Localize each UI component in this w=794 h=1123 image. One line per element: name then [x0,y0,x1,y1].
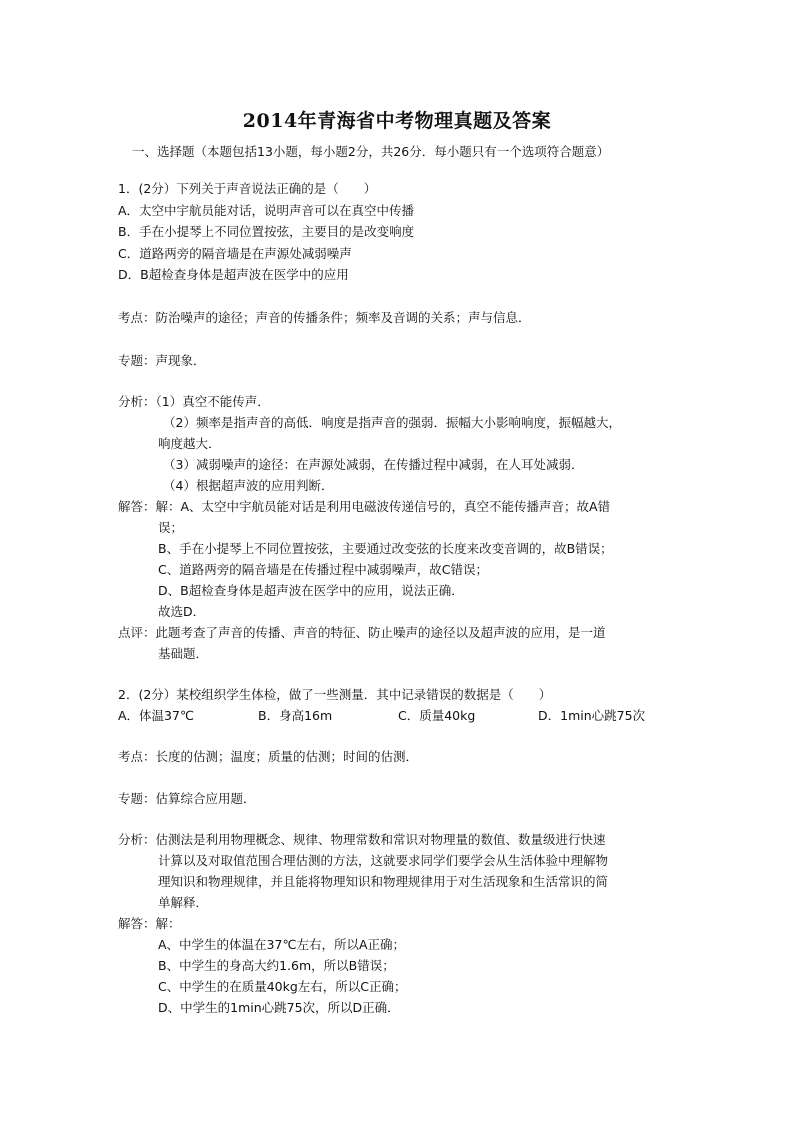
q1-solution-line: C、道路两旁的隔音墙是在传播过程中减弱噪声，故C错误； [158,562,488,577]
q1-kaodian: 考点：防治噪声的途径；声音的传播条件；频率及音调的关系；声与信息． [118,310,531,325]
q2-zhuanti: 专题：估算综合应用题． [118,791,256,806]
q1-solution-line: B、手在小提琴上不同位置按弦，主要通过改变弦的长度来改变音调的，故B错误； [158,541,613,556]
page-title: 2014年青海省中考物理真题及答案 [242,110,552,132]
q1-analysis-line: 响度越大． [158,436,221,451]
q2-solution-line: B、中学生的身高大约1.6m，所以B错误； [158,958,395,973]
q2-solution-line: D、中学生的1min心跳75次，所以D正确． [158,1000,400,1015]
q1-zhuanti: 专题：声现象． [118,353,206,368]
q2-option-c: C．质量40kg [398,708,476,723]
section-heading: 一、选择题（本题包括13小题，每小题2分，共26分．每小题只有一个选项符合题意） [132,144,610,159]
q2-solution-line: 解答：解： [118,916,181,931]
q1-option-c: C．道路两旁的隔音墙是在声源处减弱噪声 [118,246,352,261]
q1-stem: 1．(2分）下列关于声音说法正确的是（ ） [118,181,377,196]
q2-options [118,706,678,726]
q1-solution-line: 故选D． [158,604,206,619]
q2-solution-line: A、中学生的体温在37℃左右，所以A正确； [158,937,406,952]
q2-stem: 2．(2分）某校组织学生体检，做了一些测量．其中记录错误的数据是（ ） [118,687,552,702]
q1-option-d: D．B超检查身体是超声波在医学中的应用 [118,267,349,282]
q1-analysis-line: （2）频率是指声音的高低．响度是指声音的强弱．振幅大小影响响度，振幅越大， [163,415,621,430]
q1-option-a: A．太空中宇航员能对话，说明声音可以在真空中传播 [118,203,415,218]
q1-solution-line: 误； [158,520,184,535]
q1-analysis-line: （4）根据超声波的应用判断． [163,478,334,493]
q1-analysis-line: 分析：（1）真空不能传声． [118,394,270,409]
q1-comment-line: 基础题． [158,646,209,661]
q2-solution-line: C、中学生的在质量40kg左右，所以C正确； [158,979,407,994]
q2-option-a: A．体温37℃ [118,708,194,723]
q2-kaodian: 考点：长度的估测；温度；质量的估测；时间的估测． [118,749,419,764]
q2-analysis-line: 分析：估测法是利用物理概念、规律、物理常数和常识对物理量的数值、数量级进行快速 [118,832,606,847]
q1-analysis-line: （3）减弱噪声的途径：在声源处减弱，在传播过程中减弱，在人耳处减弱． [163,457,584,472]
q1-solution-line: 解答：解：A、太空中宇航员能对话是利用电磁波传递信号的，真空不能传播声音；故A错 [118,499,611,514]
q1-solution-line: D、B超检查身体是超声波在医学中的应用，说法正确． [158,583,464,598]
q2-option-b: B．身高16m [258,708,333,723]
q1-option-b: B．手在小提琴上不同位置按弦，主要目的是改变响度 [118,224,415,239]
q2-option-d: D．1min心跳75次 [538,708,646,723]
q1-comment-line: 点评：此题考查了声音的传播、声音的特征、防止噪声的途径以及超声波的应用，是一道 [118,625,606,640]
q2-analysis-line: 单解释． [158,895,209,910]
q2-analysis-line: 理知识和物理规律，并且能将物理知识和物理规律用于对生活现象和生活常识的简 [158,874,609,889]
q2-analysis-line: 计算以及对取值范围合理估测的方法，这就要求同学们要学会从生活体验中理解物 [158,853,609,868]
